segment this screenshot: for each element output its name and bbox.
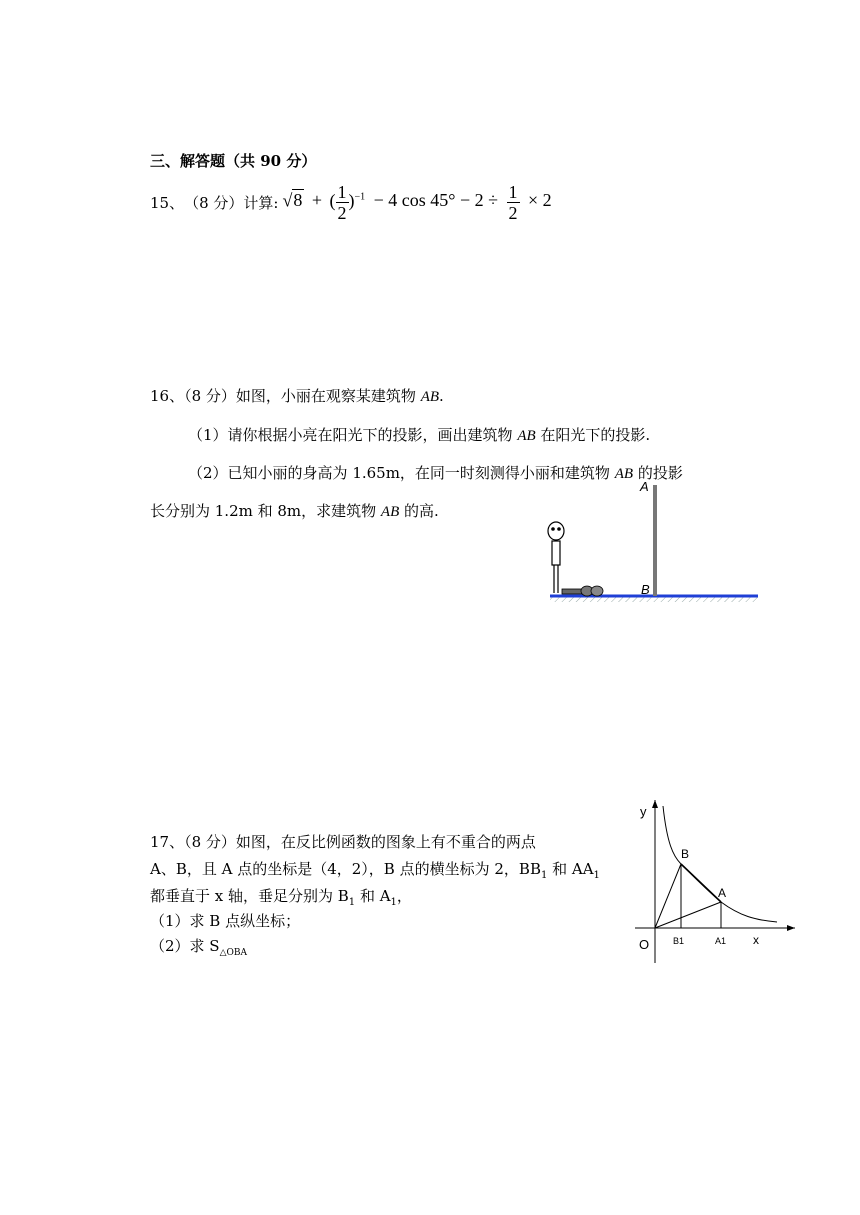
shadow-figure [540,475,770,610]
subscript: 1 [390,897,397,908]
q15-formula [282,182,551,223]
q16-intro-line [150,385,444,406]
point-b1-label: B1 [673,936,685,946]
fraction-denominator: 2 [337,202,347,223]
subscript: 1 [593,870,600,881]
q16-part1 [188,424,650,445]
point-a1-label: A1 [715,936,727,946]
q17-line3-end: ， [396,887,412,905]
q17-line1-text: 如图，在反比例函数的图象上有不重合的两点 [235,833,536,851]
formula-open-paren: ( [329,190,336,211]
q16-part1-tail: 在阳光下的投影. [535,426,651,444]
q16-ab: AB [517,428,536,444]
q16-ab: AB [380,504,400,520]
subscript: 1 [540,870,548,881]
q17-part2 [150,935,247,958]
q16-part2-tail: 的投影 [633,464,683,482]
q17-line3 [150,885,412,908]
y-axis-label: y [640,804,647,819]
origin-label: O [639,937,650,952]
q16-part1-text: （1）请你根据小亮在阳光下的投影，画出建筑物 [188,426,518,444]
hyperbola-curve [663,806,777,922]
q17-line1 [150,831,536,852]
formula-plus: + [311,190,323,211]
q17-line3-text: 都垂直于 x 轴，垂足分别为 B [150,887,349,905]
q16-part2-text: （2）已知小丽的身高为 1.65m，在同一时刻测得小丽和建筑物 [188,464,615,482]
q17-part2-text: （2）求 S [150,937,220,955]
segment-ba [681,864,721,902]
formula-middle: − 4 cos 45° − 2 ÷ [373,190,499,211]
fraction-one-half-a [336,182,349,223]
q16-ab: AB [420,389,440,405]
sqrt-sign: √ [282,190,293,211]
label-b: B [641,582,650,597]
formula-exponent: −1 [354,191,366,203]
q16-intro: 如图，小丽在观察某建筑物 [235,387,421,405]
fraction-one-half-b [507,182,520,223]
subscript: △OBA [219,948,248,958]
q15-label: 计算: [243,193,279,212]
q17-line2-text: A、B，且 A 点的坐标是（4，2），B 点的横坐标为 2，BB [150,860,541,878]
q17-points: （8 分） [184,833,236,851]
q17-number: 17、 [150,833,185,851]
q16-number: 16、 [150,387,185,405]
fraction-denominator: 2 [508,202,518,223]
q15-number: 15、 [150,193,185,212]
q16-part2-line2 [150,500,439,521]
formula-tail: × 2 [528,190,552,211]
inverse-function-graph [615,798,800,968]
point-a-label: A [718,886,727,900]
question-15 [150,180,552,224]
q16-part2-tail2: 的高. [399,502,439,520]
formula-close-paren: ) [348,190,355,211]
fraction-numerator: 1 [337,181,347,202]
q17-part1: （1）求 B 点纵坐标； [150,912,301,930]
q16-points: （8 分） [184,387,236,405]
q16-ab: AB [614,466,634,482]
sqrt-arg: 8 [293,190,303,211]
q15-points: （8 分） [184,193,244,212]
subscript: 1 [348,897,356,908]
x-axis-arrow-icon [787,925,795,931]
label-a: A [640,479,649,494]
q16-part2-text2: 长分别为 1.2m 和 8m，求建筑物 [150,502,381,520]
person-icon [548,522,564,593]
y-axis-arrow-icon [652,800,658,808]
section-title: 三、解答题（共 90 分） [150,152,317,170]
q16-period: . [439,387,444,405]
segment-oa [655,902,721,928]
point-b-label: B [681,847,690,861]
q17-line2-mid: 和 AA [547,860,594,878]
segment-ob [655,864,681,928]
x-axis-label: x [753,933,759,947]
q17-line3-mid: 和 A [355,887,391,905]
q17-line2 [150,858,600,881]
fraction-numerator: 1 [508,181,518,202]
